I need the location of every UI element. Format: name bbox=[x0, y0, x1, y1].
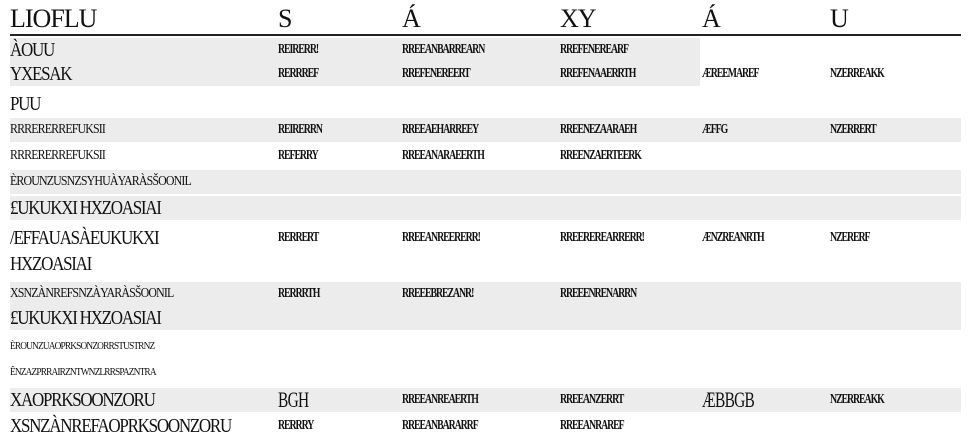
header-col-5: U bbox=[830, 4, 848, 33]
table-cell: ÆFFG bbox=[702, 122, 728, 137]
row-label: £UKUKXI HXZOASIAI bbox=[10, 307, 161, 329]
table-cell: RREFENEREARF bbox=[560, 42, 628, 57]
row-shading bbox=[10, 118, 961, 142]
row-label: /EFFAUASÀEUKUKXI bbox=[10, 227, 159, 249]
table-cell: RREEANREERERR! bbox=[402, 230, 480, 245]
row-label: £UKUKXI HXZOASIAI bbox=[10, 197, 161, 219]
row-label: XSNZÀNREFSNZÀYARÀSŠOONIL bbox=[10, 286, 174, 301]
table-cell: RREEANARAEERTH bbox=[402, 148, 484, 163]
table-cell: RERRERT bbox=[278, 230, 319, 245]
header-col-3: XY bbox=[560, 4, 596, 33]
table-cell: REIRERRN bbox=[278, 122, 322, 137]
header-col-0: LIOFLU bbox=[10, 4, 97, 33]
row-label: XSNZÀNREFAOPRKSOONZORU bbox=[10, 415, 231, 437]
table-cell: RREENEZAARAEH bbox=[560, 122, 637, 137]
table-cell: RREEENRENARRN bbox=[560, 286, 637, 301]
table-cell: RREEANRAREF bbox=[560, 418, 624, 433]
row-label: ÀOUU bbox=[10, 39, 55, 61]
table-cell: RREEANBARARRF bbox=[402, 418, 478, 433]
table-cell: RREEEBREZANR! bbox=[402, 286, 474, 301]
row-label: XAOPRKSOONZORU bbox=[10, 389, 155, 411]
table-cell: REFERRY bbox=[278, 148, 318, 163]
table-cell: RREFENEREERT bbox=[402, 66, 470, 81]
row-label: RRRERERREFUKSII bbox=[10, 148, 106, 163]
row-label: PUU bbox=[10, 93, 41, 115]
table-cell: RREEANREAERTH bbox=[402, 392, 478, 407]
row-label: ÈROUNZUSNZSYHUÀYARÀSŠOONIL bbox=[10, 174, 191, 189]
table-cell: RERRRY bbox=[278, 418, 314, 433]
table-header bbox=[10, 4, 961, 36]
table-cell: NZERREAKK bbox=[830, 66, 884, 81]
header-col-4: Á bbox=[702, 4, 720, 33]
table-cell: RREFENAAERRTH bbox=[560, 66, 636, 81]
table-cell: NZERREAKK bbox=[830, 392, 884, 407]
table-cell: RERRREF bbox=[278, 66, 319, 81]
row-label: ÈROUNZUAOPRKSONZORRSTUSTRNZ bbox=[10, 340, 155, 352]
table-cell: RERRRTH bbox=[278, 286, 320, 301]
row-label: HXZOASIAI bbox=[10, 253, 92, 275]
table-cell: RREEANZERRT bbox=[560, 392, 624, 407]
table-cell: NZERRERT bbox=[830, 122, 876, 137]
table-cell: RREENZAERTEERK bbox=[560, 148, 641, 163]
table-cell: REIRERR! bbox=[278, 42, 319, 57]
row-label: YXESAK bbox=[10, 63, 72, 85]
table-cell: RREEANBARREARN bbox=[402, 42, 485, 57]
row-label: RRRERERREFUKSII bbox=[10, 122, 106, 137]
header-col-1: S bbox=[278, 4, 292, 33]
table-cell: ÆNZREANRTH bbox=[702, 230, 764, 245]
header-col-2: Á bbox=[402, 4, 420, 33]
table-cell: ÆBBGB bbox=[702, 387, 755, 412]
table-cell: BGH bbox=[278, 387, 309, 412]
table-cell: RREEREREARRERR! bbox=[560, 230, 644, 245]
table-cell: RREEAEHARREEY bbox=[402, 122, 479, 137]
table-cell: NZERERF bbox=[830, 230, 870, 245]
row-label: ÊNZAZPRRAIRZNTWNZLRRSPAZNTRA bbox=[10, 366, 156, 378]
table-cell: ÆREEMAREF bbox=[702, 66, 759, 81]
